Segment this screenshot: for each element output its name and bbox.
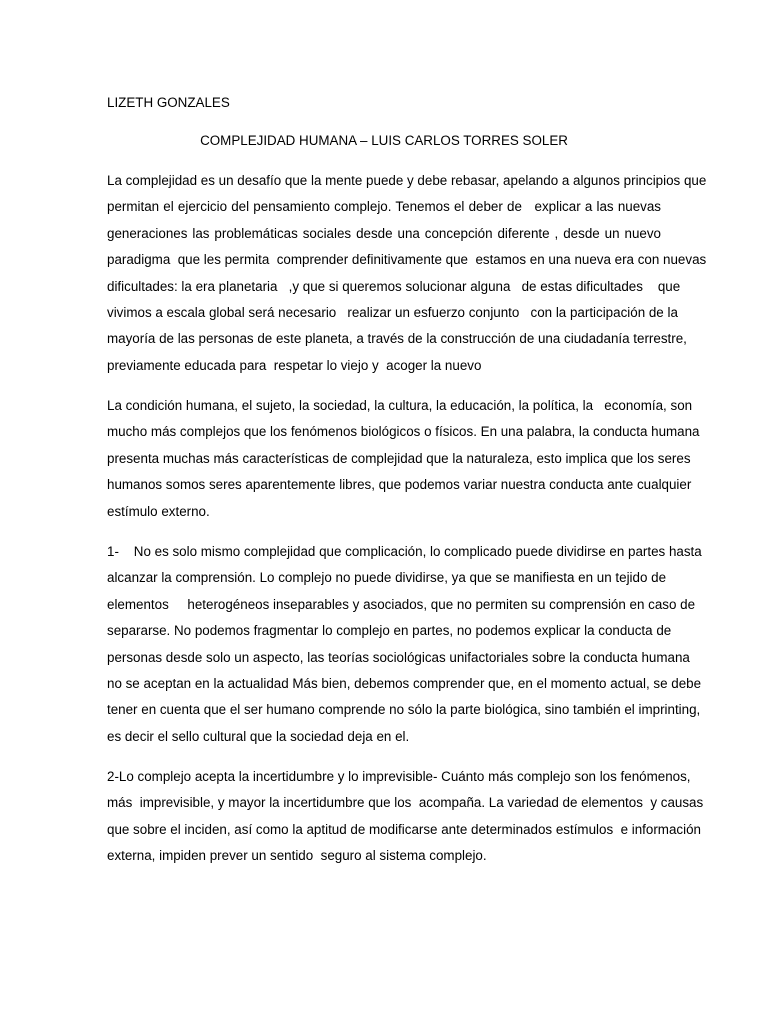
- paragraph-line: La complejidad es un desafío que la mente puede y debe rebasar, apelando a algunos principios que: [107, 173, 707, 188]
- paragraph-line: La condición humana, el sujeto, la sociedad, la cultura, la educación, la política, la economía, son: [107, 398, 693, 413]
- paragraph-line: humanos somos seres aparentemente libres, que podemos variar nuestra conducta ante cualquier: [107, 477, 692, 493]
- paragraph-line: externa, impiden prever un sentido seguro al sistema complejo.: [107, 848, 487, 864]
- paragraph-line: permitan el ejercicio del pensamiento complejo. Tenemos el deber de explicar a las nuevas: [107, 199, 661, 215]
- paragraph-line: presenta muchas más características de complejidad que la naturaleza, esto implica que los seres: [107, 450, 691, 466]
- paragraph-line: personas desde solo un aspecto, las teorías sociológicas unifactoriales sobre la conducta humana: [107, 649, 690, 665]
- paragraph-line: más imprevisible, y mayor la incertidumbre que los acompaña. La variedad de elementos y causas: [107, 795, 704, 811]
- paragraph-1: [107, 168, 707, 379]
- author-name: LIZETH GONZALES: [107, 95, 230, 110]
- paragraph-2: [107, 393, 700, 525]
- paragraph-line: no se aceptan en la actualidad Más bien, debemos comprender que, en el momento actual, se debe: [107, 675, 702, 691]
- paragraph-line: estímulo externo.: [107, 503, 210, 519]
- paragraph-line: generaciones las problemáticas sociales desde una concepción diferente , desde un nuevo: [107, 225, 661, 241]
- paragraph-line: que sobre el inciden, así como la aptitud de modificarse ante determinados estímulos e información: [107, 821, 701, 837]
- paragraph-line: vivimos a escala global será necesario realizar un esfuerzo conjunto con la participación de la: [107, 304, 678, 320]
- paragraph-line: alcanzar la comprensión. Lo complejo no puede dividirse, ya que se manifiesta en un tejido de: [107, 570, 667, 586]
- document-title: COMPLEJIDAD HUMANA – LUIS CARLOS TORRES SOLER: [200, 133, 568, 148]
- paragraph-line: 1- No es solo mismo complejidad que complicación, lo complicado puede dividirse en partes hasta: [107, 544, 702, 559]
- paragraph-line: paradigma que les permita comprender definitivamente que estamos en una nueva era con nuevas: [107, 252, 707, 268]
- paragraph-line: 2-Lo complejo acepta la incertidumbre y lo imprevisible- Cuánto más complejo son los fenómenos,: [107, 769, 691, 784]
- paragraph-3: [107, 539, 702, 750]
- paragraph-line: es decir el sello cultural que la sociedad deja en el.: [107, 728, 410, 744]
- paragraph-line: separarse. No podemos fragmentar lo complejo en partes, no podemos explicar la conducta de: [107, 623, 672, 639]
- paragraph-line: tener en cuenta que el ser humano comprende no sólo la parte biológica, sino también el imprinting,: [107, 702, 701, 718]
- paragraph-line: mucho más complejos que los fenómenos biológicos o físicos. En una palabra, la conducta humana: [107, 424, 700, 440]
- paragraph-line: dificultades: la era planetaria ,y que si queremos solucionar alguna de estas dificultades que: [107, 278, 681, 294]
- paragraph-4: [107, 764, 704, 870]
- paragraph-line: mayoría de las personas de este planeta, a través de la construcción de una ciudadanía terrestre,: [107, 331, 687, 347]
- paragraph-line: elementos heterogéneos inseparables y asociados, que no permiten su comprensión en caso de: [107, 596, 696, 612]
- paragraph-line: previamente educada para respetar lo viejo y acoger la nuevo: [107, 357, 482, 373]
